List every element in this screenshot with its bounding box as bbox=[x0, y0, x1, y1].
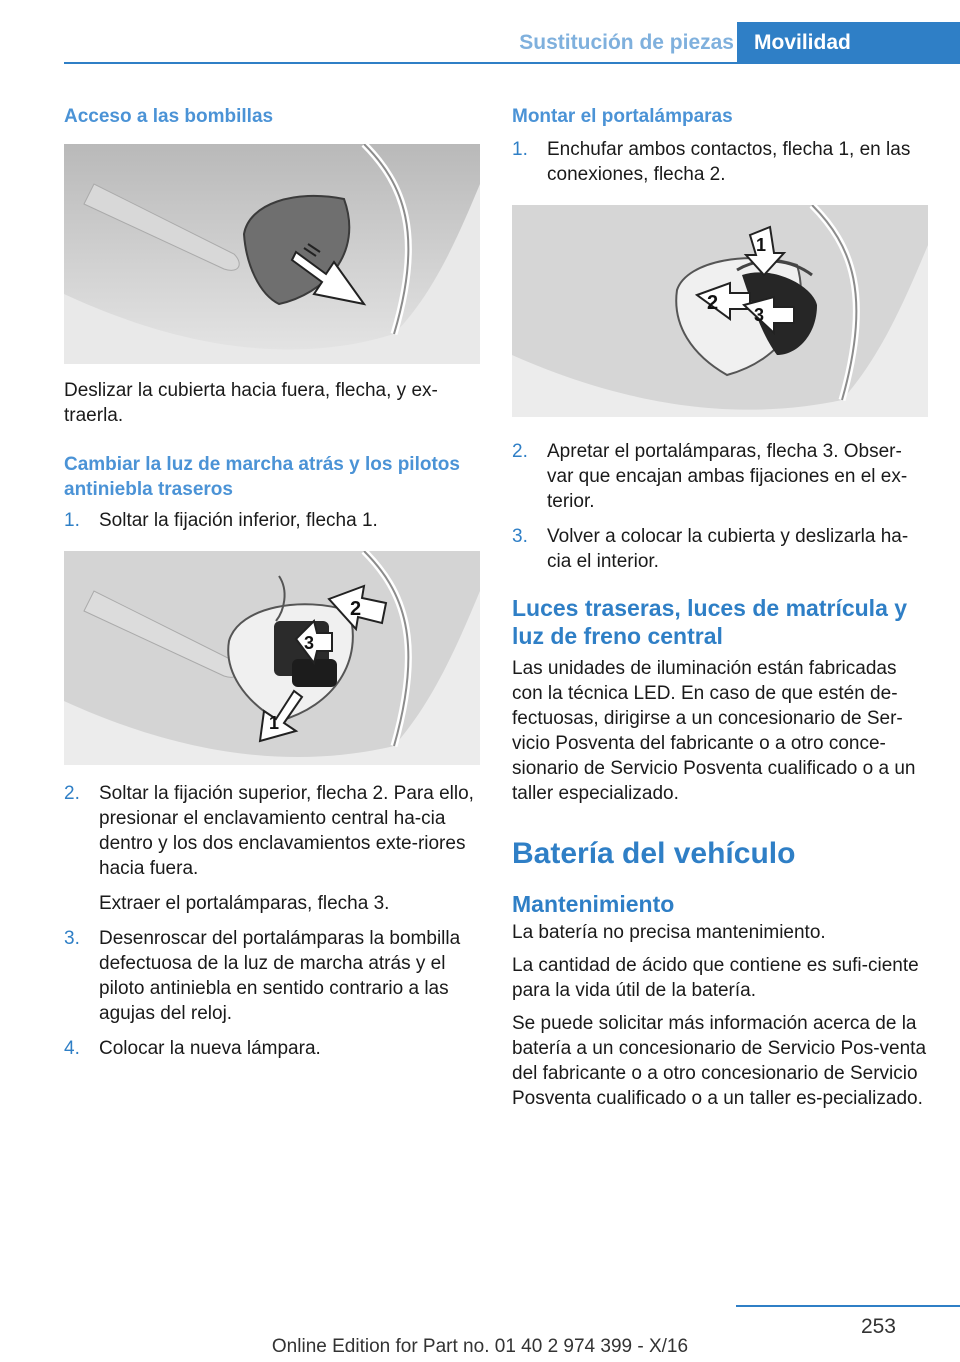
right-column bbox=[512, 104, 928, 1111]
arrow-label: 3 bbox=[304, 633, 315, 653]
heading-access-bulbs: Acceso a las bombillas bbox=[64, 106, 274, 127]
list-text: Volver a colocar la cubierta y deslizarla ha‐cia el interior. bbox=[547, 526, 909, 572]
heading-rear-lights: Luces traseras, luces de matrícula y luz de freno central bbox=[512, 595, 908, 649]
list-item bbox=[512, 524, 928, 574]
list-text: Desenroscar del portalámparas la bombilla defectuosa de la luz de marcha atrás y el piloto antiniebla en sentido contrario a las agujas del reloj. bbox=[99, 928, 461, 1024]
list-text: Soltar la fijación inferior, flecha 1. bbox=[99, 510, 378, 531]
heading-maintenance: Mantenimiento bbox=[512, 891, 675, 917]
list-text: Soltar la fijación superior, flecha 2. Para ello, presionar el enclavamiento central ha‐cia dentro y los dos enclavamientos exte‐riores hacia fuera. bbox=[99, 783, 474, 879]
arrow-label: 1 bbox=[756, 235, 767, 255]
list-text: Colocar la nueva lámpara. bbox=[99, 1038, 321, 1059]
header-rule bbox=[64, 62, 960, 64]
para-maint-1: La batería no precisa mantenimiento. bbox=[512, 922, 826, 943]
arrow-label: 1 bbox=[269, 713, 280, 733]
arrow-label: 2 bbox=[350, 598, 362, 620]
arrow-label: 3 bbox=[754, 305, 765, 325]
footer-rule bbox=[736, 1305, 960, 1307]
para-maint-2: La cantidad de ácido que contiene es sufi‐ciente para la vida útil de la batería. bbox=[512, 955, 919, 1001]
heading-battery: Batería del vehículo bbox=[512, 837, 796, 870]
list-item bbox=[64, 1036, 480, 1061]
list-number: 2. bbox=[512, 441, 528, 462]
list-number: 2. bbox=[64, 783, 80, 804]
list-item bbox=[64, 508, 480, 533]
heading-mount-holder: Montar el portalámparas bbox=[512, 106, 733, 127]
para-maint-3: Se puede solicitar más información acerca de la batería a un concesionario de Servicio Pos‐venta del fabricante o a otro concesionario de Servicio Posventa cualificado o a un taller es‐pecializado. bbox=[512, 1013, 927, 1109]
header-section-title: Sustitución de piezas bbox=[519, 31, 734, 54]
para-slide-cover: Deslizar la cubierta hacia fuera, flecha, y ex‐traerla. bbox=[64, 380, 438, 426]
list-number: 1. bbox=[64, 510, 80, 531]
figure-lamp-fixings bbox=[64, 551, 480, 765]
page-number: 253 bbox=[860, 1315, 896, 1338]
heading-change-lights: Cambiar la luz de marcha atrás y los pilotos antiniebla traseros bbox=[64, 454, 460, 500]
header-chapter-tab: Movilidad bbox=[737, 22, 960, 62]
para-led: Las unidades de iluminación están fabricadas con la técnica LED. En caso de que estén de‐fectuosas, dirigirse a un concesionario de Ser‐vicio Posventa del fabricante o a otro conce‐sionario de Servicio Posventa cualificado o a un taller especializado. bbox=[512, 658, 916, 804]
list-item bbox=[512, 137, 928, 187]
online-edition: Online Edition for Part no. 01 40 2 974 399 - X/16 bbox=[271, 1336, 689, 1357]
list-number: 3. bbox=[64, 928, 80, 949]
list-text-extra: Extraer el portalámparas, flecha 3. bbox=[99, 893, 390, 914]
list-number: 4. bbox=[64, 1038, 80, 1059]
list-item bbox=[64, 926, 480, 1026]
list-text: Enchufar ambos contactos, flecha 1, en las conexiones, flecha 2. bbox=[547, 139, 911, 185]
arrow-label: 2 bbox=[707, 292, 719, 314]
figure-cover-slide bbox=[64, 144, 480, 364]
list-number: 1. bbox=[512, 139, 528, 160]
figure-connectors bbox=[512, 205, 928, 417]
list-item bbox=[512, 439, 928, 514]
left-column bbox=[64, 104, 480, 1061]
list-item bbox=[64, 781, 480, 916]
list-number: 3. bbox=[512, 526, 528, 547]
list-text: Apretar el portalámparas, flecha 3. Obser‐var que encajan ambas fijaciones en el ex‐terior. bbox=[547, 441, 908, 512]
